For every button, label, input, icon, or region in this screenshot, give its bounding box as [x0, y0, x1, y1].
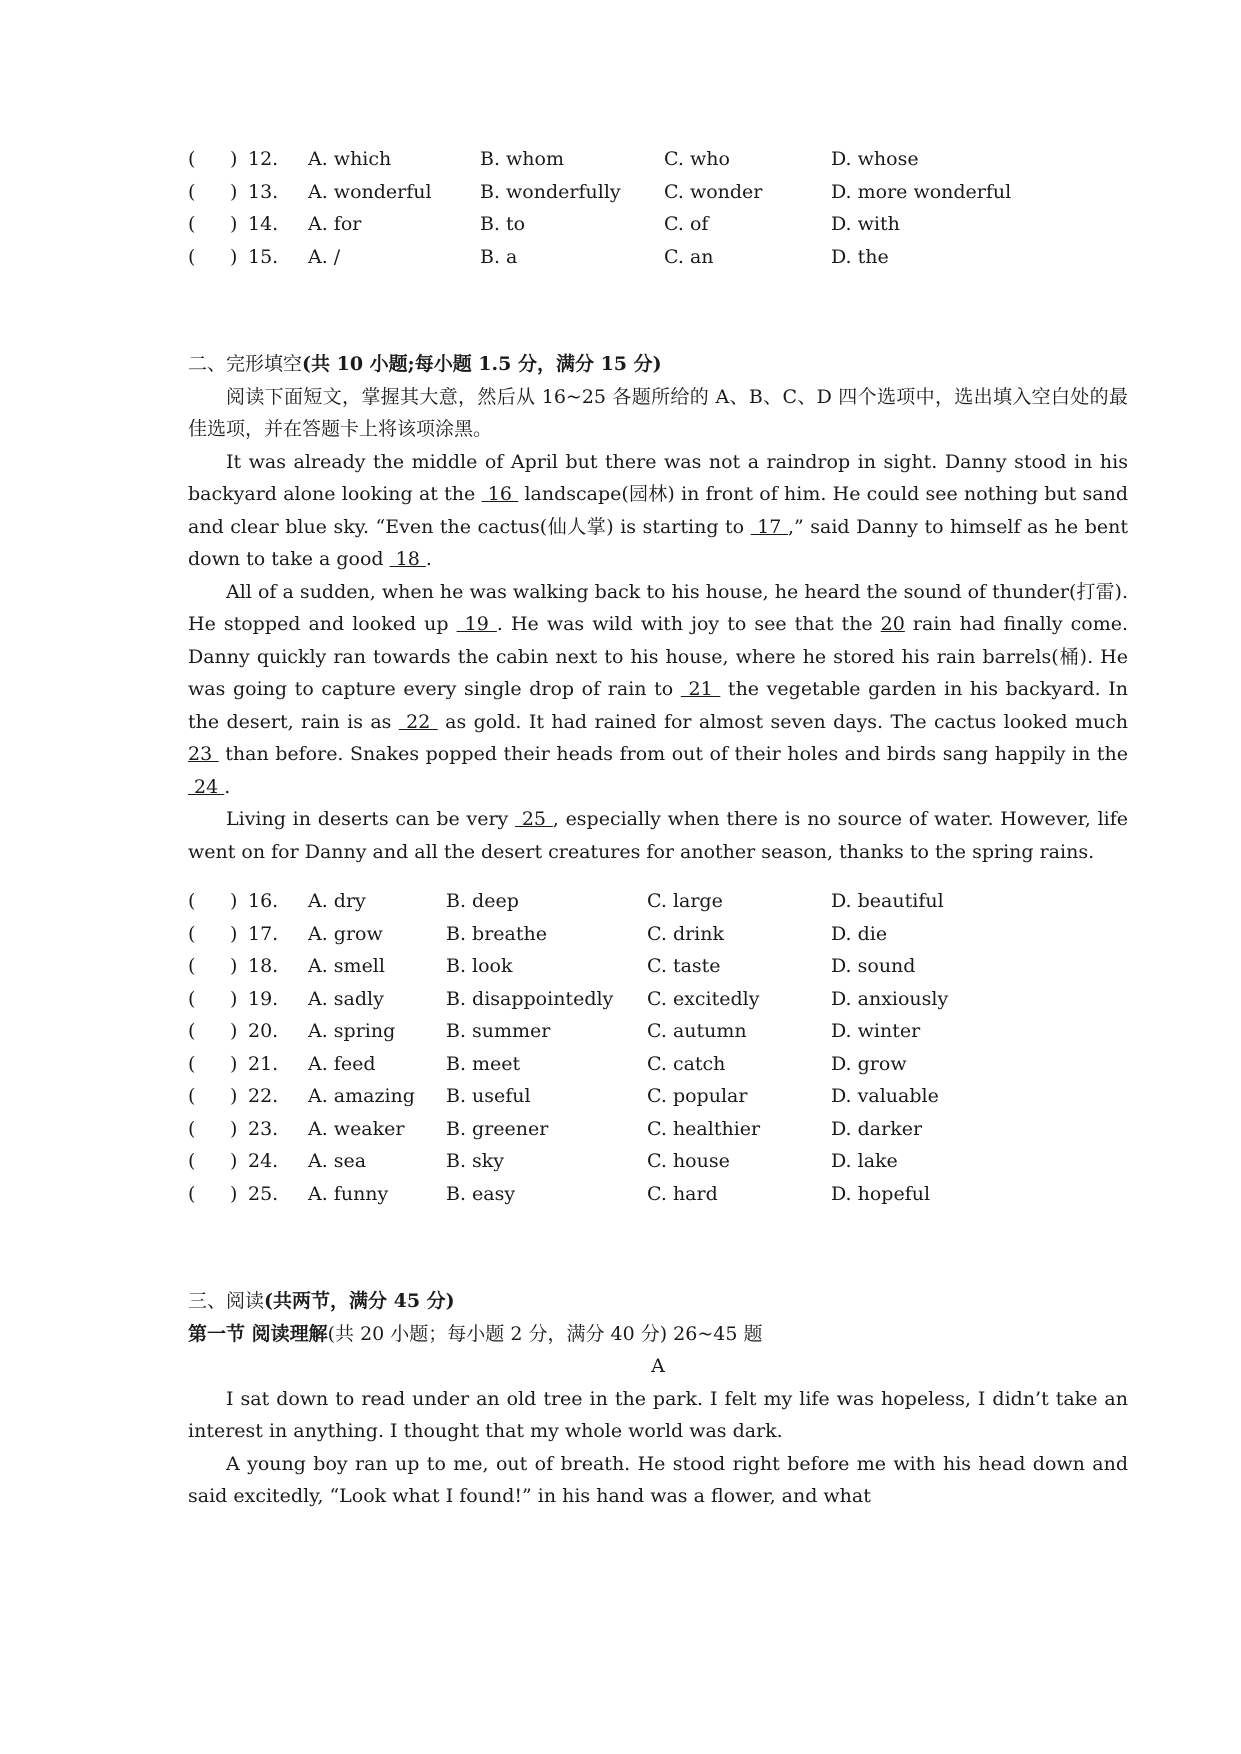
- option-d: D. grow: [831, 1052, 907, 1075]
- blank-18: 18: [389, 548, 426, 570]
- answer-paren-right: ): [230, 213, 238, 235]
- text-run: rain had finally come. Danny quickly ran towards the cabin next to his house, where he stored his rain barrels(桶). He was going to capture every single drop of rain to: [188, 613, 1128, 700]
- option-c: C. house: [647, 1150, 730, 1172]
- question-row: [188, 988, 1128, 1021]
- question-row: [188, 246, 1128, 279]
- blank-22: 22: [398, 710, 438, 733]
- option-b: B. a: [480, 245, 518, 268]
- option-a: A. which: [308, 148, 392, 170]
- option-c: C. large: [647, 890, 723, 912]
- question-number: 19.: [248, 987, 279, 1010]
- text-run: Living in deserts can be very: [226, 808, 516, 830]
- option-c: C. of: [664, 213, 709, 235]
- text-run: than before. Snakes popped their heads from out of their holes and birds sang happily in the: [218, 743, 1128, 765]
- answer-paren-left[interactable]: (: [188, 1117, 196, 1140]
- option-d: D. valuable: [831, 1085, 939, 1107]
- text-run: ,” said Danny to himself as he bent down to take a good: [188, 515, 1128, 570]
- cloze-paragraph-3: [188, 803, 1128, 868]
- answer-paren-left[interactable]: (: [188, 1150, 196, 1172]
- cloze-paragraph-1: [188, 446, 1128, 576]
- answer-paren-right: ): [230, 1052, 238, 1075]
- option-b: B. look: [446, 955, 513, 977]
- question-row: [188, 1183, 1128, 1216]
- option-a: A. spring: [308, 1020, 396, 1042]
- question-number: 24.: [248, 1150, 279, 1172]
- answer-paren-left[interactable]: (: [188, 955, 196, 977]
- option-d: D. beautiful: [831, 890, 944, 912]
- option-a: A. smell: [308, 955, 385, 977]
- question-row: [188, 148, 1128, 181]
- option-a: A. weaker: [308, 1117, 405, 1140]
- option-c: C. popular: [647, 1085, 748, 1107]
- blank-16: 16: [481, 483, 519, 505]
- question-row: [188, 890, 1128, 923]
- question-number: 13.: [248, 180, 279, 203]
- option-d: D. winter: [831, 1020, 921, 1042]
- question-row: [188, 1118, 1128, 1151]
- option-b: B. meet: [446, 1052, 521, 1075]
- option-a: A. grow: [308, 922, 383, 945]
- passage-label: A: [651, 1355, 665, 1377]
- question-row: [188, 213, 1128, 246]
- answer-paren-right: ): [230, 890, 238, 912]
- option-d: D. the: [831, 245, 889, 268]
- option-c: C. excitedly: [647, 987, 760, 1010]
- answer-paren-right: ): [230, 180, 238, 203]
- answer-paren-right: ): [230, 1020, 238, 1042]
- answer-paren-left[interactable]: (: [188, 987, 196, 1010]
- option-a: A. amazing: [308, 1085, 415, 1107]
- option-c: C. catch: [647, 1052, 726, 1075]
- answer-paren-left[interactable]: (: [188, 1052, 196, 1075]
- section-3-subtitle: [188, 1318, 1128, 1351]
- option-c: C. healthier: [647, 1117, 761, 1140]
- text-run: All of a sudden, when he was walking back to his house, he heard the sound of thunder(打雷). He stopped and looked up: [188, 580, 1128, 635]
- question-number: 16.: [248, 890, 279, 912]
- option-d: D. whose: [831, 148, 919, 170]
- option-a: A. funny: [308, 1182, 389, 1205]
- answer-paren-left[interactable]: (: [188, 1020, 196, 1042]
- option-d: D. die: [831, 922, 888, 945]
- blank-21: 21: [680, 678, 721, 700]
- text-run: landscape(园林) in front of him. He could see nothing but sand and clear blue sky. “Even the cactus(仙人掌) is starting to: [188, 483, 1128, 538]
- cloze-paragraph-2: [188, 576, 1128, 804]
- option-a: A. feed: [308, 1052, 376, 1075]
- reading-paragraph-2: A young boy ran up to me, out of breath. He stood right before me with his head down and said excitedly, “Look what I found!” in his hand was a flower, and what: [188, 1452, 1128, 1507]
- option-d: D. hopeful: [831, 1182, 931, 1205]
- blank-20: 20: [880, 613, 905, 635]
- text-run: .: [425, 548, 432, 570]
- option-b: B. easy: [446, 1182, 516, 1205]
- option-d: D. darker: [831, 1117, 923, 1140]
- question-number: 23.: [248, 1117, 279, 1140]
- text-run: .: [224, 775, 231, 798]
- answer-paren-right: ): [230, 148, 238, 170]
- text-run: It was already the middle of April but there was not a raindrop in sight. Danny stood in his backyard alone looking at the: [188, 450, 1128, 505]
- option-d: D. sound: [831, 955, 916, 977]
- option-b: B. useful: [446, 1085, 531, 1107]
- question-row: [188, 923, 1128, 956]
- section-2-title-plain: 二、完形填空: [188, 353, 303, 375]
- option-c: C. drink: [647, 922, 725, 945]
- blank-19: 19: [456, 613, 497, 635]
- option-d: D. lake: [831, 1150, 898, 1172]
- question-row: [188, 181, 1128, 214]
- question-number: 22.: [248, 1085, 279, 1107]
- question-set-12-15: [188, 148, 1128, 278]
- option-c: C. hard: [647, 1182, 718, 1205]
- question-set-16-25: [188, 890, 1128, 1215]
- blank-25: 25: [515, 808, 553, 830]
- question-number: 17.: [248, 922, 279, 945]
- text-run: the vegetable garden in his backyard. In the desert, rain is as: [188, 678, 1128, 733]
- option-b: B. wonderfully: [480, 180, 621, 203]
- section-3-subtitle-bold: 第一节 阅读理解: [188, 1322, 328, 1345]
- question-number: 18.: [248, 955, 279, 977]
- option-c: C. an: [664, 245, 714, 268]
- reading-paragraph-1: I sat down to read under an old tree in the park. I felt my life was hopeless, I didn’t take an interest in anything. I thought that my whole world was dark.: [188, 1387, 1128, 1442]
- option-a: A. for: [308, 213, 362, 235]
- answer-paren-right: ): [230, 1117, 238, 1140]
- section-3-subtitle-plain: (共 20 小题；每小题 2 分，满分 40 分) 26~45 题: [327, 1322, 763, 1345]
- option-a: A. wonderful: [308, 180, 432, 203]
- answer-paren-right: ): [230, 955, 238, 977]
- answer-paren-left[interactable]: (: [188, 1085, 196, 1107]
- answer-paren-right: ): [230, 1085, 238, 1107]
- answer-paren-right: ): [230, 1150, 238, 1172]
- option-d: D. anxiously: [831, 987, 949, 1010]
- question-row: [188, 1085, 1128, 1118]
- section-2-title: [188, 348, 1128, 381]
- option-a: A. sadly: [308, 987, 384, 1010]
- blank-17: 17: [750, 515, 788, 538]
- text-run: . He was wild with joy to see that the: [496, 613, 881, 635]
- question-number: 14.: [248, 213, 279, 235]
- question-number: 15.: [248, 245, 279, 268]
- option-b: B. to: [480, 213, 526, 235]
- answer-paren-right: ): [230, 1182, 238, 1205]
- question-row: [188, 1053, 1128, 1086]
- blank-23: 23: [188, 743, 219, 765]
- answer-paren-left[interactable]: (: [188, 245, 196, 268]
- option-c: C. autumn: [647, 1020, 747, 1042]
- section-3-title-bold: (共两节，满分 45 分): [264, 1290, 455, 1312]
- option-d: D. with: [831, 213, 900, 235]
- answer-paren-left[interactable]: (: [188, 180, 196, 203]
- option-b: B. greener: [446, 1117, 549, 1140]
- answer-paren-left[interactable]: (: [188, 890, 196, 912]
- exam-page: [188, 148, 1128, 1513]
- option-b: B. summer: [446, 1020, 551, 1042]
- option-a: A. dry: [308, 890, 366, 912]
- option-b: B. breathe: [446, 922, 547, 945]
- option-c: C. taste: [647, 955, 721, 977]
- option-c: C. wonder: [664, 180, 763, 203]
- section-3-title-plain: 三、阅读: [188, 1290, 265, 1312]
- option-a: A. /: [308, 245, 341, 268]
- question-row: [188, 955, 1128, 988]
- cloze-instructions: 阅读下面短文，掌握其大意，然后从 16~25 各题所给的 A、B、C、D 四个选项中，选出填入空白处的最佳选项，并在答题卡上将该项涂黑。: [188, 385, 1128, 440]
- text-run: , especially when there is no source of water. However, life went on for Danny and all the desert creatures for another season, thanks to the spring rains.: [188, 808, 1128, 863]
- option-b: B. sky: [446, 1150, 505, 1172]
- option-b: B. deep: [446, 890, 519, 912]
- question-number: 25.: [248, 1182, 279, 1205]
- question-row: [188, 1150, 1128, 1183]
- option-c: C. who: [664, 148, 730, 170]
- section-2-title-bold: (共 10 小题;每小题 1.5 分，满分 15 分): [302, 353, 662, 375]
- blank-24: 24: [188, 775, 225, 798]
- answer-paren-left[interactable]: (: [188, 213, 196, 235]
- answer-paren-right: ): [230, 987, 238, 1010]
- question-number: 12.: [248, 148, 279, 170]
- option-b: B. disappointedly: [446, 987, 614, 1010]
- text-run: as gold. It had rained for almost seven days. The cactus looked much: [437, 710, 1128, 733]
- section-3-title: [188, 1285, 1128, 1318]
- answer-paren-right: ): [230, 245, 238, 268]
- question-number: 21.: [248, 1052, 279, 1075]
- option-a: A. sea: [308, 1150, 367, 1172]
- answer-paren-left[interactable]: (: [188, 148, 196, 170]
- answer-paren-left[interactable]: (: [188, 922, 196, 945]
- question-row: [188, 1020, 1128, 1053]
- question-number: 20.: [248, 1020, 279, 1042]
- answer-paren-right: ): [230, 922, 238, 945]
- option-b: B. whom: [480, 148, 564, 170]
- option-d: D. more wonderful: [831, 180, 1012, 203]
- answer-paren-left[interactable]: (: [188, 1182, 196, 1205]
